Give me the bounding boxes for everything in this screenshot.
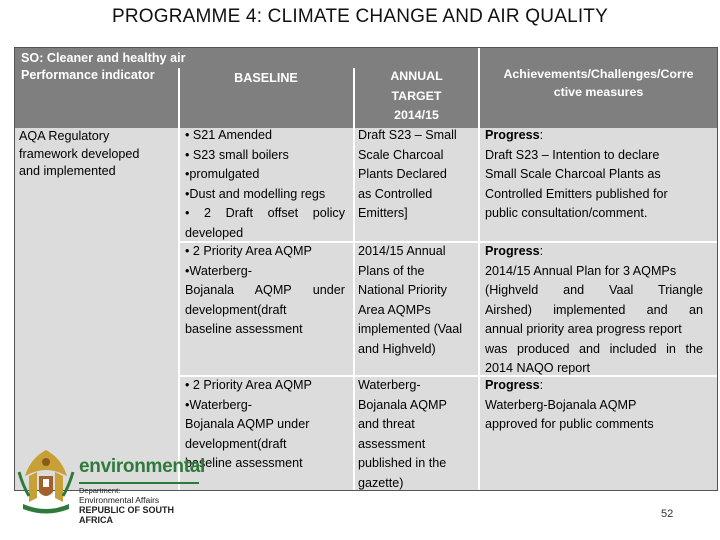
achievements-header: Achievements/Challenges/Corre ctive measures xyxy=(503,67,694,99)
progress-label: Progress xyxy=(485,244,540,258)
strategic-objective-label: SO: Cleaner and healthy air xyxy=(21,51,186,65)
slide-title: PROGRAMME 4: CLIMATE CHANGE AND AIR QUALITY xyxy=(111,6,608,27)
baseline-cell-1: • S21 Amended • S23 small boilers •promulgated •Dust and modelling regs • 2 Draft offset policy developed xyxy=(185,128,345,240)
column-divider xyxy=(178,68,180,490)
achievement-cell-2: Progress: 2014/15 Annual Plan for 3 AQMPs (Highveld and Vaal Triangle Airshed) implemented and an annual priority area progress report was produced and included in the 2014 NAQO report xyxy=(485,244,703,375)
target-cell-3: Waterberg- Bojanala AQMP and threat assessment published in the gazette) xyxy=(358,378,447,490)
department-name: Environmental Affairs xyxy=(79,495,160,505)
progress-label: Progress xyxy=(485,128,540,142)
annual-target-header: ANNUAL TARGET 2014/15 xyxy=(390,69,443,122)
performance-table xyxy=(14,47,718,491)
brand-wordmark: environmental xyxy=(79,456,205,477)
department-label: Department: xyxy=(79,486,121,495)
department-footer xyxy=(15,444,205,534)
brand-divider xyxy=(79,482,199,484)
indicator-header: Performance indicator xyxy=(21,68,155,82)
baseline-header: BASELINE xyxy=(234,71,298,85)
baseline-cell-3: • 2 Priority Area AQMP •Waterberg- Bojanala AQMP under development(draft baseline assessment xyxy=(185,378,312,470)
column-divider xyxy=(478,48,480,490)
target-cell-2: 2014/15 Annual Plans of the National Priority Area AQMPs implemented (Vaal and Highveld) xyxy=(358,244,463,356)
coat-of-arms-icon xyxy=(15,446,77,518)
achievement-cell-3: Progress: Waterberg-Bojanala AQMP approved for public comments xyxy=(485,378,654,431)
country-name: REPUBLIC OF SOUTH AFRICA xyxy=(79,505,175,525)
baseline-cell-2: • 2 Priority Area AQMP •Waterberg- Bojanala AQMP under development(draft baseline assessment xyxy=(185,244,345,336)
achievement-cell-1: Progress: Draft S23 – Intention to declare Small Scale Charcoal Plants as Controlled Emitters published for public consultation/comment. xyxy=(485,128,668,220)
column-divider xyxy=(353,68,355,490)
target-cell-1: Draft S23 – Small Scale Charcoal Plants Declared as Controlled Emitters] xyxy=(358,128,457,220)
indicator-cell: AQA Regulatory framework developed and implemented xyxy=(19,129,140,178)
progress-label: Progress xyxy=(485,378,540,392)
page-number: 52 xyxy=(661,508,674,520)
